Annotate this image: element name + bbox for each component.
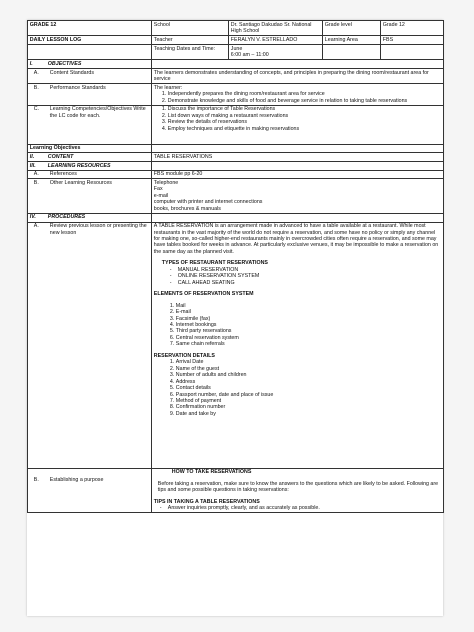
section-number: III. <box>29 162 36 169</box>
list-item: - Answer inquiries promptly, clearly, and as accurately as possible. <box>168 505 441 511</box>
performance-standards-label: Performance Standards <box>49 84 106 91</box>
list-item: 1. Mail <box>176 303 441 309</box>
blank-cell <box>323 45 381 60</box>
list-item: 3. Number of adults and children <box>176 372 441 378</box>
item-letter: C. <box>33 106 40 113</box>
teacher-label: Teacher <box>152 36 229 45</box>
resource-line: Telephone <box>153 180 179 186</box>
performance-standards-label-cell <box>28 84 152 106</box>
list-item: 3. Review the details of reservations <box>168 119 441 125</box>
resource-line: computer with printer and internet connections <box>153 199 263 206</box>
blank-cell <box>152 213 444 222</box>
list-item: 2. Name of the guest <box>176 366 441 372</box>
grade-cell: GRADE 12 <box>28 21 152 36</box>
competencies-list <box>154 106 441 132</box>
references-label: References <box>49 171 77 178</box>
list-item: 6. Central reservation system <box>176 335 441 341</box>
competencies-label-cell <box>28 105 152 144</box>
list-item: 8. Confirmation number <box>176 404 441 410</box>
performance-standards-row <box>28 84 444 106</box>
section-heading <box>28 60 152 69</box>
resource-line: e-mail <box>153 192 169 199</box>
content-row <box>28 153 444 162</box>
section-heading <box>28 213 152 222</box>
learning-objectives-row <box>28 144 444 153</box>
list-item: 4. Address <box>176 379 441 385</box>
log-title: DAILY LESSON LOG <box>28 36 152 45</box>
list-item: 5. Contact details <box>176 385 441 391</box>
details-title: RESERVATION DETAILS <box>153 352 215 359</box>
section-heading <box>28 153 152 162</box>
section-number: IV. <box>29 214 36 221</box>
section-title: PROCEDURES <box>47 214 86 221</box>
establishing-purpose-content <box>152 468 444 512</box>
other-resources-value <box>152 179 444 213</box>
list-item: - CALL AHEAD SEATING <box>178 280 441 286</box>
section-title: OBJECTIVES <box>47 60 82 67</box>
procedures-heading-row <box>28 213 444 222</box>
list-item: 1. Discuss the importance of Table Reservations <box>168 106 441 112</box>
list-item: - ONLINE RESERVATION SYSTEM <box>178 273 441 279</box>
blank-cell <box>381 45 444 60</box>
item-letter: B. <box>33 84 39 91</box>
competencies-row <box>28 105 444 144</box>
section-number: II. <box>29 154 35 161</box>
types-title: TYPES OF RESTAURANT RESERVATIONS <box>161 260 268 267</box>
resources-heading-row <box>28 162 444 171</box>
blank-cell <box>152 162 444 171</box>
blank-cell <box>28 45 152 60</box>
dates-value-time: 6:00 am – 11:00 <box>230 52 269 59</box>
list-item: - MANUAL RESERVATION <box>178 267 441 273</box>
lesson-log-page <box>27 20 443 616</box>
establishing-purpose-row <box>28 468 444 512</box>
review-lesson-content <box>152 222 444 468</box>
resource-line: books, brochures & manuals <box>153 205 221 212</box>
item-letter: A. <box>33 223 39 230</box>
other-resources-label: Other Learning Resources <box>49 180 112 186</box>
objectives-heading-row <box>28 60 444 69</box>
performance-list <box>154 91 441 104</box>
references-row <box>28 170 444 179</box>
references-value: FBS module pp 6-20 <box>152 170 444 179</box>
section-heading <box>28 162 152 171</box>
header-row-1 <box>28 21 444 36</box>
list-item: 3. Facsimile (fax) <box>176 316 441 322</box>
header-row-2 <box>28 36 444 45</box>
how-title: HOW TO TAKE RESERVATIONS <box>171 469 252 476</box>
blank-cell <box>152 144 444 153</box>
list-item: 7. Same chain referrals <box>176 341 441 347</box>
list-item: 9. Date and take by <box>176 411 441 417</box>
list-item: 6. Passport number, date and place of issue <box>176 392 441 398</box>
item-letter: B. <box>33 477 39 484</box>
content-standards-label: Content Standards <box>49 69 94 76</box>
school-value: Dr. Santiago Dakudao Sr. National High School <box>229 21 323 36</box>
section-number: I. <box>29 60 33 67</box>
other-resources-row <box>28 179 444 213</box>
list-item: 7. Method of payment <box>176 398 441 404</box>
item-letter: B. <box>33 180 39 186</box>
details-list <box>154 359 441 417</box>
list-item: 2. List down ways of making a restaurant reservations <box>168 113 441 119</box>
teacher-value: FERALYN V. ESTRELLADO <box>229 36 323 45</box>
types-list <box>154 267 441 286</box>
section-title: LEARNING RESOURCES <box>47 162 111 169</box>
school-label: School <box>152 21 229 36</box>
competencies-label: Learning Competencies/Objectives Write the LC code for each. <box>49 106 146 119</box>
tips-title: TIPS IN TAKING A TABLE RESERVATIONS <box>153 498 260 505</box>
review-lesson-row <box>28 222 444 468</box>
resource-line: Fax <box>153 186 163 193</box>
review-lesson-label: Review previous lesson or presenting the new lesson <box>49 223 147 236</box>
performance-standards-value <box>152 84 444 106</box>
list-item: 2. E-mail <box>176 309 441 315</box>
performance-intro: The learner: <box>153 84 183 91</box>
dates-label: Teaching Dates and Time: <box>152 45 229 60</box>
elements-list <box>154 303 441 348</box>
dates-value-month: June <box>230 45 243 52</box>
list-item: 1. Independently prepares the dining room/restaurant area for service <box>168 91 441 97</box>
content-standards-label-cell <box>28 69 152 84</box>
blank-cell <box>152 60 444 69</box>
learning-area-label: Learning Area <box>323 36 381 45</box>
content-value: TABLE RESERVATIONS <box>152 153 444 162</box>
content-standards-value: The learners demonstrates understanding of concepts, and principles in preparing the dining room/restaurant area for service <box>152 69 444 84</box>
item-letter: A. <box>33 69 39 76</box>
tips-list <box>154 505 441 511</box>
establishing-purpose-label: Establishing a purpose <box>49 477 104 484</box>
list-item: 5. Third party reservations <box>176 328 441 334</box>
learning-area-value: FBS <box>381 36 444 45</box>
list-item: 4. Internet bookings <box>176 322 441 328</box>
review-lesson-label-cell <box>28 222 152 468</box>
header-row-3 <box>28 45 444 60</box>
content-standards-row <box>28 69 444 84</box>
establishing-purpose-label-cell <box>28 468 152 512</box>
elements-title: ELEMENTS OF RESERVATION SYSTEM <box>153 291 254 298</box>
item-letter: A. <box>33 171 39 178</box>
competencies-value <box>152 105 444 144</box>
grade-level-value: Grade 12 <box>381 21 444 36</box>
section-title: CONTENT <box>47 154 74 161</box>
list-item: 1. Arrival Date <box>176 359 441 365</box>
learning-objectives-label: Learning Objectives <box>28 144 152 153</box>
list-item: 2. Demonstrate knowledge and skills of food and beverage service in relation to taking table reservations <box>168 98 441 104</box>
other-resources-label-cell <box>28 179 152 213</box>
lesson-log-table <box>27 20 444 513</box>
references-label-cell <box>28 170 152 179</box>
list-item: 4. Employ techniques and etiquette in making reservations <box>168 126 441 132</box>
how-paragraph: Before taking a reservation, make sure to know the answers to the questions which are likely to be asked. Following are tips and some possible questions in taking reservations: <box>157 480 439 494</box>
definition-paragraph: A TABLE RESERVATION is an arrangement made in advanced to have a table available at a restaurant. While most restaurants in the vast majority of the world do not require a reservation, and some have no policy or simply any channel for making one, so-called higher-end restaurants mainly in overcrowded cities often require a reservation, and some may have tables booked for weeks in advance. At particularly exclusive venues, it may be impossible to make a reservation on the same day as the planned visit. <box>153 223 439 255</box>
dates-value <box>229 45 323 60</box>
grade-level-label: Grade level <box>323 21 381 36</box>
